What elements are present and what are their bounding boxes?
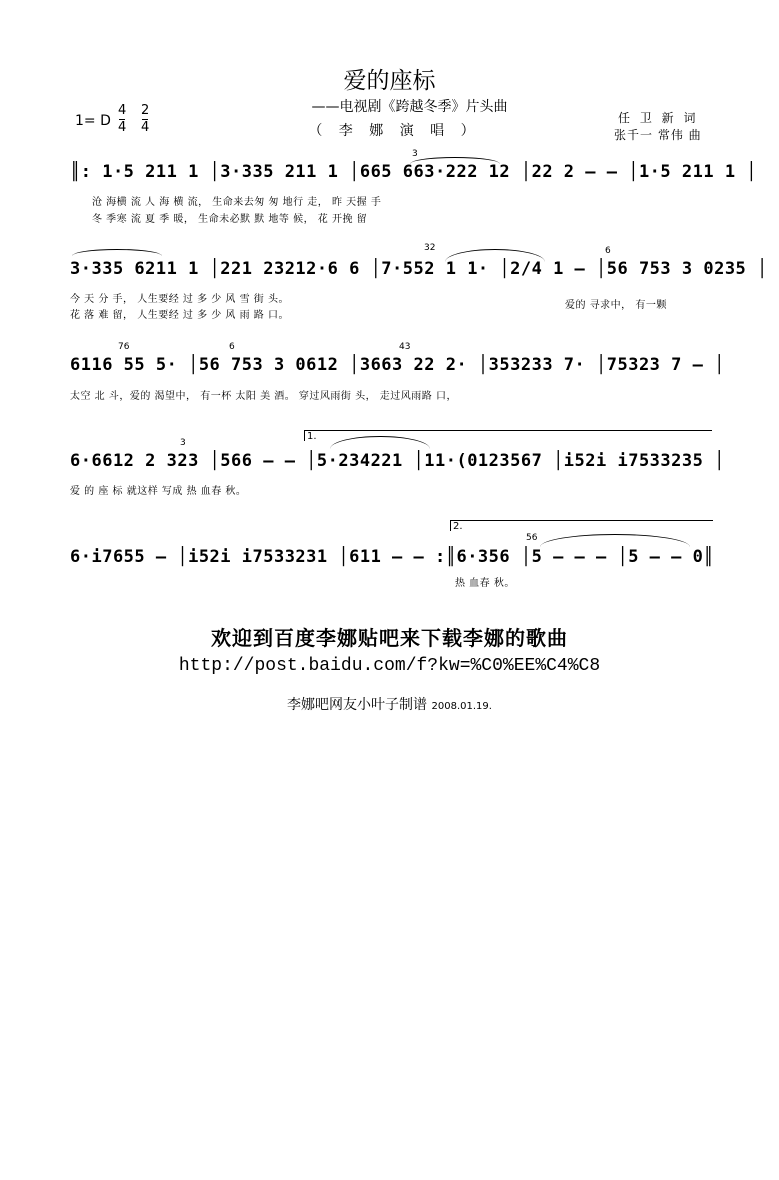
ts1-bottom: 4 — [118, 120, 127, 135]
download-promo: 欢迎到百度李娜贴吧来下载李娜的歌曲 — [211, 626, 568, 650]
triplet-mark: 3 — [412, 149, 418, 159]
source-url[interactable]: http://post.baidu.com/f?kw=%C0%EE%C4%C8 — [178, 656, 601, 676]
maker-name: 李娜吧网友小叶子制谱 — [287, 697, 428, 713]
lyrics-line-1a: 沧 海横 流 人 海 横 流， 生命来去匆 匆 地行 走， 昨 天握 手 — [92, 197, 382, 208]
lyrics-line-3a: 太空 北 斗，爱的 渴望中， 有一杯 太阳 美 酒。 穿过风雨街 头， 走过风雨路 口， — [70, 391, 457, 402]
time-signature-2-4 — [141, 103, 149, 136]
lyrics-line-1b: 冬 季寒 流 夏 季 暖， 生命未必默 默 地等 候， 花 开挽 留 — [92, 214, 368, 225]
lyrics-line-2c: 爱的 寻求中， 有一颗 — [565, 300, 667, 311]
ts1-top: 4 — [118, 103, 127, 118]
song-subtitle: ——电视剧《跨越冬季》片头曲 — [311, 99, 508, 115]
key-signature: 1= D — [75, 113, 111, 129]
song-title: 爱的座标 — [343, 68, 436, 94]
grace-note-32: 32 — [424, 243, 436, 253]
lyrics-line-5a: 热 血春 秋。 — [455, 578, 515, 589]
notation-line-4: 6·6612 2 323 │566 – – │5·234221 │11·(0123567 │i52i i7533235 │ — [70, 451, 725, 471]
grace-note-6b: 6 — [229, 342, 235, 352]
grace-note-56: 56 — [526, 533, 538, 543]
maker-date: 2008.01.19. — [431, 701, 492, 712]
grace-note-76: 76 — [118, 342, 130, 352]
grace-note-43: 43 — [399, 342, 411, 352]
notation-line-2: 3·335 6211 1 │221 23212·6 6 │7·552 1 1· │2/4 1 – │56 753 3 0235 │ — [70, 259, 768, 279]
notation-line-5: 6·i7655 – │i52i i7533231 │611 – – :║6·356 │5 – – – │5 – – 0║ — [70, 547, 715, 567]
volta-2: 2. — [450, 520, 713, 531]
ts2-top: 2 — [141, 103, 150, 118]
composer-credit: 张千一 常伟 曲 — [614, 128, 702, 142]
lyrics-line-2a: 今 天 分 手， 人生要经 过 多 少 风 雪 街 头。 — [70, 294, 289, 305]
grace-note-6: 6 — [605, 246, 611, 256]
ts2-bottom: 4 — [141, 120, 150, 135]
notation-line-3: 6116 55 5· │56 753 3 0612 │3663 22 2· │353233 7· │75323 7 – │ — [70, 355, 725, 375]
lyricist-credit: 任 卫 新 词 — [618, 111, 699, 125]
singer-credit: （ 李 娜 演 唱 ） — [308, 123, 481, 139]
volta-1: 1. — [304, 430, 712, 441]
time-signature-4-4 — [118, 103, 126, 136]
notation-line-1: ║: 1·5 211 1 │3·335 211 1 │665 663·222 12 │22 2 – – │1·5 211 1 │ — [70, 162, 758, 182]
transcriber-credit — [0, 694, 779, 714]
lyrics-line-2b: 花 落 难 留， 人生要经 过 多 少 风 雨 路 口。 — [70, 310, 289, 321]
lyrics-line-4a: 爱 的 座 标 就这样 写成 热 血春 秋。 — [70, 486, 247, 497]
triplet-mark-2: 3 — [180, 438, 186, 448]
